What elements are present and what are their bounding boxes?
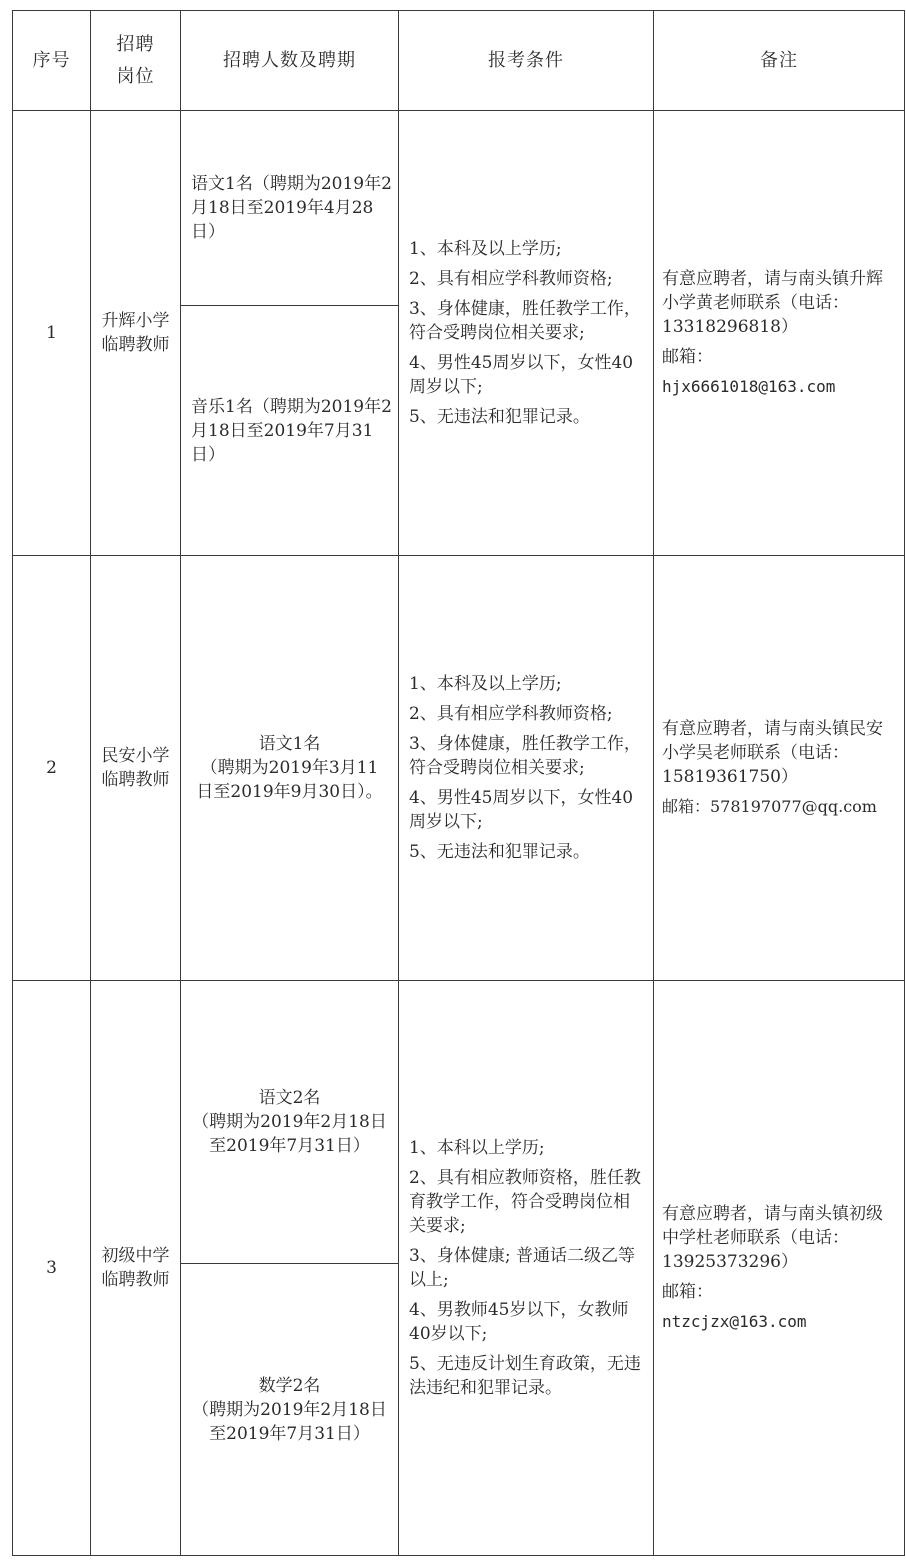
row-1-period-1 [181, 111, 398, 305]
condition-item: 4、男性45周岁以下，女性40周岁以下; [409, 353, 634, 397]
period-term: （聘期为2019年2月18日至2019年7月31日） [192, 1112, 387, 1156]
row-number: 3 [46, 1258, 57, 1278]
period-title: 数学2名 [258, 1375, 321, 1396]
header-no [13, 11, 90, 110]
row-2-conditions [399, 556, 653, 980]
condition-item: 3、身体健康; 普通话二级乙等以上; [409, 1246, 635, 1290]
row-1-no [13, 111, 90, 555]
header-position-text: 招聘岗位 [116, 33, 155, 87]
condition-item: 5、无违法和犯罪记录。 [409, 407, 590, 427]
period-term: （聘期为2019年2月18日至2019年7月31日） [192, 1399, 387, 1444]
header-remarks-text: 备注 [760, 49, 798, 71]
row-2-no [13, 556, 90, 980]
condition-item: 4、男性45周岁以下，女性40周岁以下; [409, 788, 634, 832]
row-3-remarks [654, 981, 904, 1555]
position-name: 民安小学临聘教师 [101, 746, 170, 790]
condition-item: 2、具有相应学科教师资格; [409, 269, 613, 289]
period-title: 语文2名 [258, 1088, 321, 1108]
email-label: 邮箱： [662, 1282, 713, 1302]
row-3-position [91, 981, 180, 1555]
header-no-text: 序号 [32, 49, 71, 71]
condition-item: 1、本科以上学历; [409, 1138, 545, 1158]
email-address: ntzcjzx@163.com [662, 1312, 807, 1331]
header-count [181, 11, 398, 110]
row-1-period-2 [181, 306, 398, 555]
table-border-right [904, 10, 905, 1556]
header-conditions-text: 报考条件 [488, 49, 564, 71]
condition-item: 3、身体健康，胜任教学工作，符合受聘岗位相关要求; [409, 299, 641, 343]
header-position [91, 11, 180, 110]
row-3-period-2 [181, 1264, 398, 1555]
condition-item: 2、具有相应学科教师资格; [409, 704, 613, 724]
header-count-text: 招聘人数及聘期 [223, 49, 356, 71]
email-line: 邮箱：578197077@qq.com [662, 797, 877, 816]
row-number: 2 [46, 758, 57, 778]
period-text: 语文1名（聘期为2019年2月18日至2019年4月28日） [191, 174, 392, 242]
period-title: 语文1名 [258, 734, 321, 754]
email-address: hjx6661018@163.com [662, 377, 836, 396]
row-1-position [91, 111, 180, 555]
row-1-remarks [654, 111, 904, 555]
contact-text: 有意应聘者，请与南头镇升辉小学黄老师联系（电话：13318296818） [662, 269, 883, 337]
period-term: （聘期为2019年3月11日至2019年9月30日）。 [196, 758, 383, 802]
contact-text: 有意应聘者，请与南头镇民安小学吴老师联系（电话：15819361750） [662, 719, 883, 787]
condition-item: 1、本科及以上学历; [409, 239, 562, 259]
row-2-remarks [654, 556, 904, 980]
condition-item: 5、无违法和犯罪记录。 [409, 842, 590, 862]
condition-item: 5、无违反计划生育政策，无违法违纪和犯罪记录。 [409, 1354, 641, 1398]
condition-item: 2、具有相应教师资格，胜任教育教学工作，符合受聘岗位相关要求; [409, 1168, 641, 1236]
period-text: 音乐1名（聘期为2019年2月18日至2019年7月31日） [191, 396, 392, 465]
position-name: 初级中学临聘教师 [101, 1246, 170, 1290]
row-3-conditions [399, 981, 653, 1555]
row-3-no [13, 981, 90, 1555]
condition-item: 3、身体健康，胜任教学工作，符合受聘岗位相关要求; [409, 734, 641, 778]
position-name: 升辉小学临聘教师 [101, 311, 170, 355]
row-number: 1 [46, 323, 57, 343]
row-2-period [181, 556, 398, 980]
email-label: 邮箱： [662, 347, 713, 367]
header-conditions [399, 11, 653, 110]
row-3-period-1 [181, 981, 398, 1263]
table-border-bottom [12, 1555, 905, 1556]
row-2-position [91, 556, 180, 980]
condition-item: 1、本科及以上学历; [409, 674, 562, 694]
header-remarks [654, 11, 904, 110]
condition-item: 4、男教师45岁以下，女教师40岁以下; [409, 1300, 629, 1344]
contact-text: 有意应聘者，请与南头镇初级中学杜老师联系（电话：13925373296） [662, 1204, 883, 1272]
row-1-conditions [399, 111, 653, 555]
